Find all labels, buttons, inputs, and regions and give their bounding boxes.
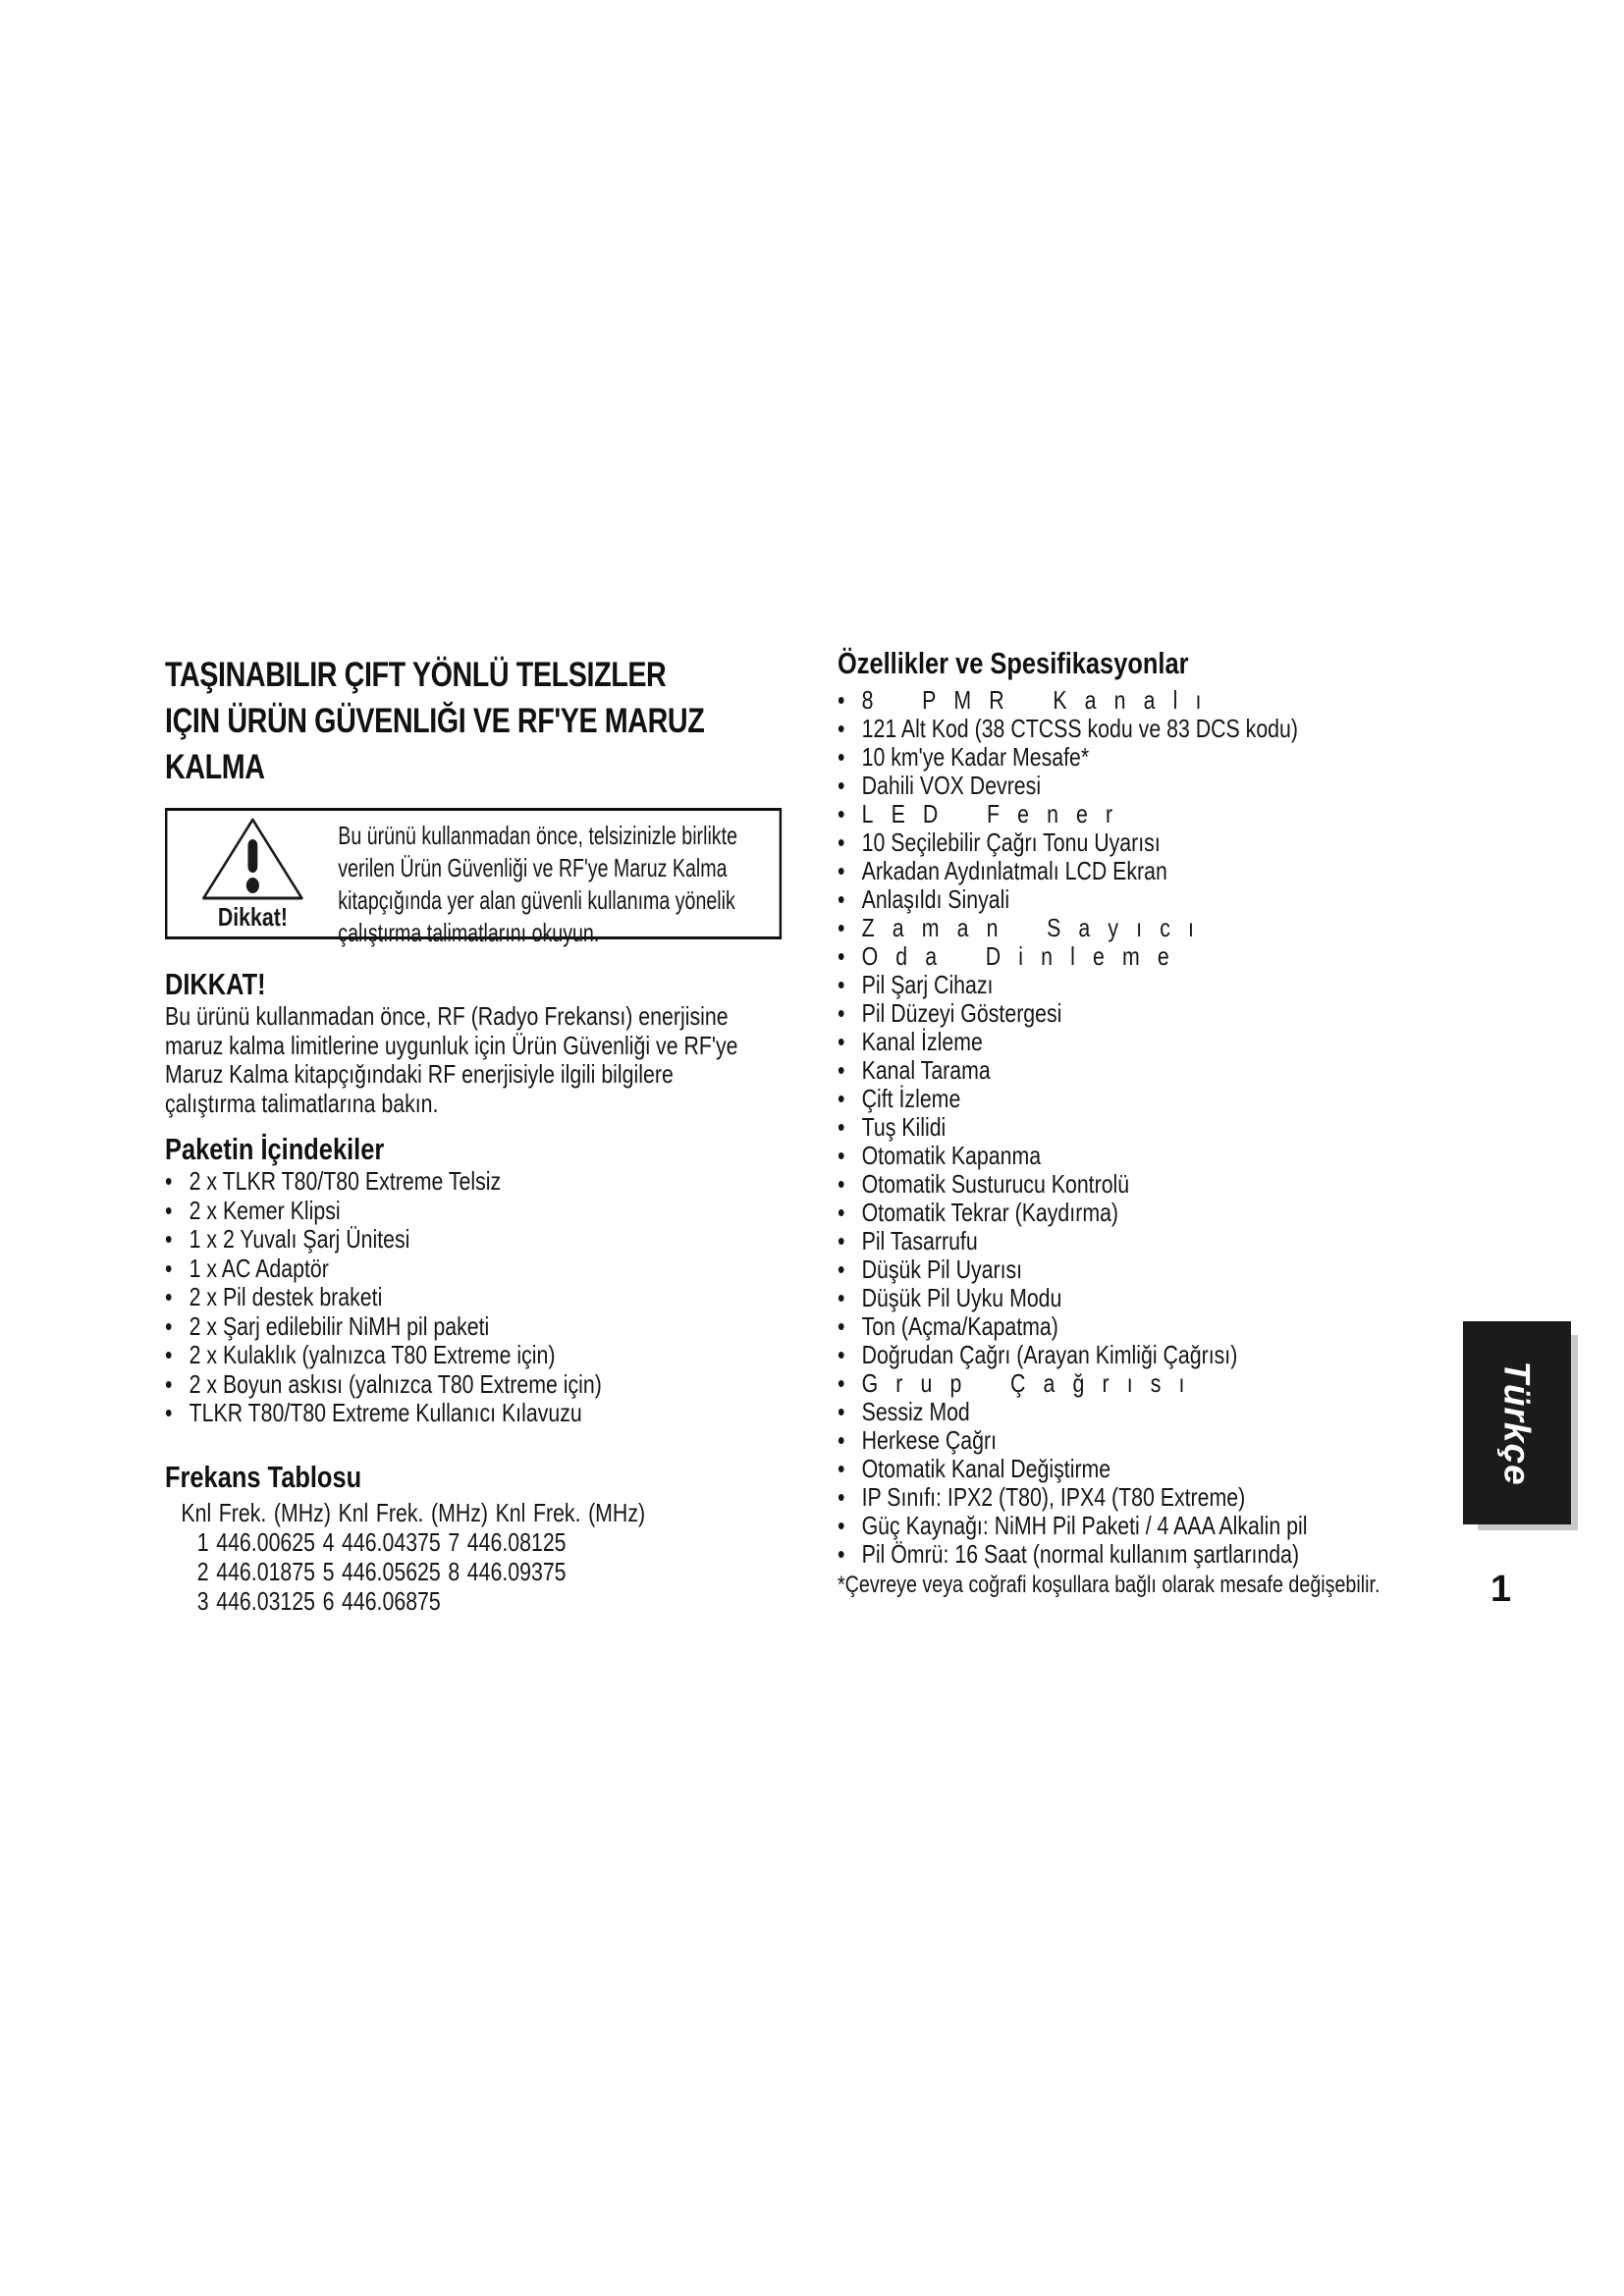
package-list-item: • 2 x Şarj edilebilir NiMH pil paketi — [165, 1310, 490, 1341]
feature-item: • Doğrudan Çağrı (Arayan Kimliği Çağrısı) — [838, 1340, 1238, 1369]
features-heading: Özellikler ve Spesifikasyonlar — [838, 646, 1189, 680]
feature-item: • Otomatik Kapanma — [838, 1141, 1042, 1170]
range-footnote: *Çevreye veya coğrafi koşullara bağlı olarak mesafe değişebilir. — [838, 1572, 1380, 1598]
dikkat-paragraph-line: Bu ürünü kullanmadan önce, RF (Radyo Frekansı) enerjisine — [165, 1001, 729, 1031]
caution-icon-area — [167, 811, 338, 936]
bullet-icon: • — [838, 1482, 845, 1512]
feature-item: • Arkadan Aydınlatmalı LCD Ekran — [838, 856, 1167, 885]
bullet-icon: • — [838, 1425, 845, 1455]
bullet-icon: • — [838, 1084, 845, 1113]
bullet-icon: • — [165, 1282, 173, 1311]
bullet-icon: • — [838, 1027, 845, 1056]
package-list-item: • 2 x Boyun askısı (yalnızca T80 Extreme için) — [165, 1368, 602, 1399]
package-list-item: • 2 x Pil destek braketi — [165, 1282, 383, 1311]
feature-item: • Herkese Çağrı — [838, 1425, 998, 1455]
bullet-icon: • — [838, 1340, 845, 1369]
feature-item: • Dahili VOX Devresi — [838, 771, 1042, 800]
features-list — [838, 686, 1474, 1569]
bullet-icon: • — [838, 828, 845, 857]
package-list-item: • 1 x AC Adaptör — [165, 1253, 329, 1283]
warning-triangle-icon — [196, 816, 309, 902]
caution-label: Dikkat! — [217, 902, 288, 932]
bullet-icon: • — [838, 685, 845, 715]
feature-item: • Düşük Pil Uyku Modu — [838, 1283, 1062, 1312]
page-number: 1 — [1490, 1569, 1512, 1610]
bullet-icon: • — [165, 1310, 173, 1341]
frequency-table-rows — [165, 1527, 784, 1616]
feature-item: • LED Fener — [838, 799, 1131, 828]
feature-item: • Düşük Pil Uyarısı — [838, 1255, 1023, 1284]
bullet-icon: • — [838, 771, 845, 800]
feature-item: • Otomatik Kanal Değiştirme — [838, 1454, 1111, 1483]
bullet-icon: • — [838, 856, 845, 885]
feature-item: • Grup Çağrısı — [838, 1368, 1203, 1398]
dikkat-paragraph-line: Maruz Kalma kitapçığındaki RF enerjisiyle ilgili bilgilere — [165, 1059, 674, 1089]
caution-text-line: Bu ürünü kullanmadan önce, telsizinizle birlikte — [338, 821, 737, 850]
feature-item: • Pil Şarj Cihazı — [838, 970, 994, 999]
bullet-icon: • — [838, 1397, 845, 1426]
frequency-table-row: 2 446.01875 5 446.05625 8 446.09375 — [196, 1556, 567, 1586]
bullet-icon: • — [165, 1368, 173, 1399]
feature-item: • Kanal Tarama — [838, 1055, 991, 1085]
bullet-icon: • — [838, 1112, 845, 1142]
bullet-icon: • — [838, 913, 845, 942]
feature-item: • Sessiz Mod — [838, 1397, 970, 1426]
bullet-icon: • — [838, 884, 845, 914]
bullet-icon: • — [838, 1141, 845, 1170]
page-title-line: TAŞINABILIR ÇIFT YÖNLÜ TELSIZLER — [165, 656, 667, 694]
bullet-icon: • — [165, 1398, 173, 1427]
dikkat-heading: DIKKAT! — [165, 967, 266, 1001]
feature-item: • Ton (Açma/Kapatma) — [838, 1311, 1058, 1341]
caution-text-line: çalıştırma talimatlarını okuyun. — [338, 918, 600, 947]
dikkat-paragraph-line: çalıştırma talimatlarına bakın. — [165, 1088, 439, 1118]
bullet-icon: • — [838, 1511, 845, 1540]
feature-item: • Zaman Sayıcı — [838, 913, 1213, 942]
frequency-table-row: 3 446.03125 6 446.06875 — [196, 1585, 441, 1616]
bullet-icon: • — [838, 1255, 845, 1284]
package-list-item: • TLKR T80/T80 Extreme Kullanıcı Kılavuzu — [165, 1398, 582, 1427]
dikkat-paragraph — [165, 1002, 784, 1118]
bullet-icon: • — [838, 714, 845, 743]
bullet-icon: • — [165, 1224, 173, 1254]
package-contents-heading: Paketin İçindekiler — [165, 1132, 385, 1166]
bullet-icon: • — [165, 1195, 173, 1225]
left-column — [165, 652, 784, 1616]
package-list-item: • 2 x Kulaklık (yalnızca T80 Extreme için) — [165, 1340, 556, 1369]
bullet-icon: • — [838, 1169, 845, 1199]
package-contents-list — [165, 1167, 784, 1428]
feature-item: • IP Sınıfı: IPX2 (T80), IPX4 (T80 Extreme) — [838, 1482, 1246, 1512]
feature-item: • 8 PMR Kanalı — [838, 685, 1219, 715]
bullet-icon: • — [165, 1253, 173, 1283]
package-list-item: • 2 x Kemer Klipsi — [165, 1195, 341, 1225]
feature-item: • Pil Düzeyi Göstergesi — [838, 998, 1062, 1028]
bullet-icon: • — [838, 1311, 845, 1341]
feature-item: • 10 km'ye Kadar Mesafe* — [838, 742, 1090, 772]
feature-item: • 121 Alt Kod (38 CTCSS kodu ve 83 DCS kodu) — [838, 714, 1299, 743]
bullet-icon: • — [838, 1055, 845, 1085]
bullet-icon: • — [838, 1454, 845, 1483]
frequency-table-row: 1 446.00625 4 446.04375 7 446.08125 — [196, 1526, 567, 1557]
feature-item: • Pil Ömrü: 16 Saat (normal kullanım şartlarında) — [838, 1539, 1300, 1569]
language-tab-label: Türkçe — [1497, 1360, 1538, 1486]
bullet-icon: • — [838, 941, 845, 971]
page-title — [165, 652, 784, 790]
bullet-icon: • — [838, 1198, 845, 1227]
bullet-icon: • — [838, 1539, 845, 1569]
bullet-icon: • — [165, 1340, 173, 1369]
feature-item: • Otomatik Susturucu Kontrolü — [838, 1169, 1130, 1199]
frequency-table-heading: Frekans Tablosu — [165, 1459, 362, 1494]
feature-item: • 10 Seçilebilir Çağrı Tonu Uyarısı — [838, 828, 1161, 857]
page-title-line: IÇIN ÜRÜN GÜVENLIĞI VE RF'YE MARUZ — [165, 702, 705, 740]
caution-box — [165, 808, 782, 947]
frequency-table-header: Knl Frek. (MHz) Knl Frek. (MHz) Knl Frek. (MHz) — [181, 1497, 646, 1527]
bullet-icon: • — [838, 742, 845, 772]
page-title-line: KALMA — [165, 748, 265, 786]
caution-text-line: kitapçığında yer alan güvenli kullanıma yönelik — [338, 885, 735, 915]
feature-item: • Çift İzleme — [838, 1084, 961, 1113]
feature-item: • Anlaşıldı Sinyali — [838, 884, 1010, 914]
caution-text — [338, 811, 737, 949]
package-list-item: • 2 x TLKR T80/T80 Extreme Telsiz — [165, 1166, 502, 1196]
right-column — [838, 646, 1474, 1599]
bullet-icon: • — [838, 1226, 845, 1255]
bullet-icon: • — [838, 998, 845, 1028]
feature-item: • Tuş Kilidi — [838, 1112, 947, 1142]
feature-item: • Pil Tasarrufu — [838, 1226, 978, 1255]
bullet-icon: • — [165, 1166, 173, 1196]
package-list-item: • 1 x 2 Yuvalı Şarj Ünitesi — [165, 1224, 410, 1254]
caution-text-line: verilen Ürün Güvenliği ve RF'ye Maruz Kalma — [338, 853, 728, 882]
language-tab — [1463, 1321, 1571, 1524]
bullet-icon: • — [838, 1283, 845, 1312]
feature-item: • Otomatik Tekrar (Kaydırma) — [838, 1198, 1119, 1227]
feature-item: • Oda Dinleme — [838, 941, 1187, 971]
bullet-icon: • — [838, 970, 845, 999]
feature-item: • Güç Kaynağı: NiMH Pil Paketi / 4 AAA Alkalin pil — [838, 1511, 1308, 1540]
feature-item: • Kanal İzleme — [838, 1027, 983, 1056]
bullet-icon: • — [838, 799, 845, 828]
bullet-icon: • — [838, 1368, 845, 1398]
dikkat-paragraph-line: maruz kalma limitlerine uygunluk için Ürün Güvenliği ve RF'ye — [165, 1030, 738, 1060]
